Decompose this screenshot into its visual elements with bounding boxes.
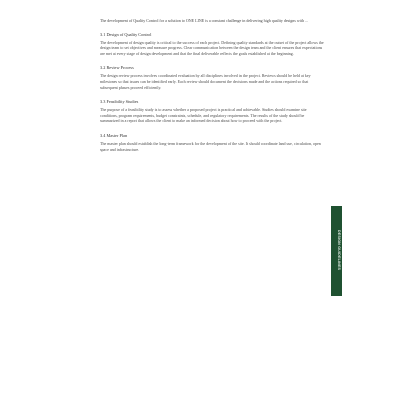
section-review-process	[100, 65, 324, 90]
section-heading: 3.4 Master Plan	[100, 132, 128, 138]
section-text: The design review process involves coordinated evaluation by all disciplines involved in the project. Reviews should be held at key milestones so that issues can be identified early. Each review should document the decisions made and the actions required so that subsequent phases proceed efficiently.	[100, 73, 311, 90]
section-text: The master plan should establish the long-term framework for the development of the site. It should coordinate land use, circulation, open space and infrastructure.	[100, 140, 321, 152]
document-body	[100, 18, 324, 161]
section-quality-control	[100, 32, 324, 57]
chapter-tab-label	[332, 230, 341, 270]
section-heading: 3.3 Feasibility Studies	[100, 99, 139, 105]
chapter-tab	[331, 206, 342, 296]
chapter-tab-line-2: GUIDELINES	[337, 246, 341, 271]
section-master-plan	[100, 133, 324, 152]
section-text: The purpose of a feasibility study is to assess whether a proposed project is practical and achievable. Studies should examine site conditions, program requirements, budget constraints, schedule, and regulatory requirements. The results of the study should be summarized in a report that allows the client to make an informed decision about how to proceed with the project.	[100, 107, 307, 124]
section-heading: 3.2 Review Process	[100, 65, 134, 71]
intro-paragraph: The development of Quality Control for a solution to ONE LINE is a constant challenge in delivering high quality designs with ...	[100, 18, 308, 23]
section-feasibility-studies	[100, 99, 324, 124]
section-text: The development of design quality is critical to the success of each project. Defining quality standards at the outset of the project allows the design team to set objectives and measure progress. Clear communication between the design team and the client ensures that expectations are met at every stage of design development and that the final deliverable reflects the goals established at the beginning.	[100, 39, 324, 56]
section-heading: 3.1 Design of Quality Control	[100, 31, 152, 37]
chapter-tab-line-1: DESIGN	[337, 230, 341, 245]
